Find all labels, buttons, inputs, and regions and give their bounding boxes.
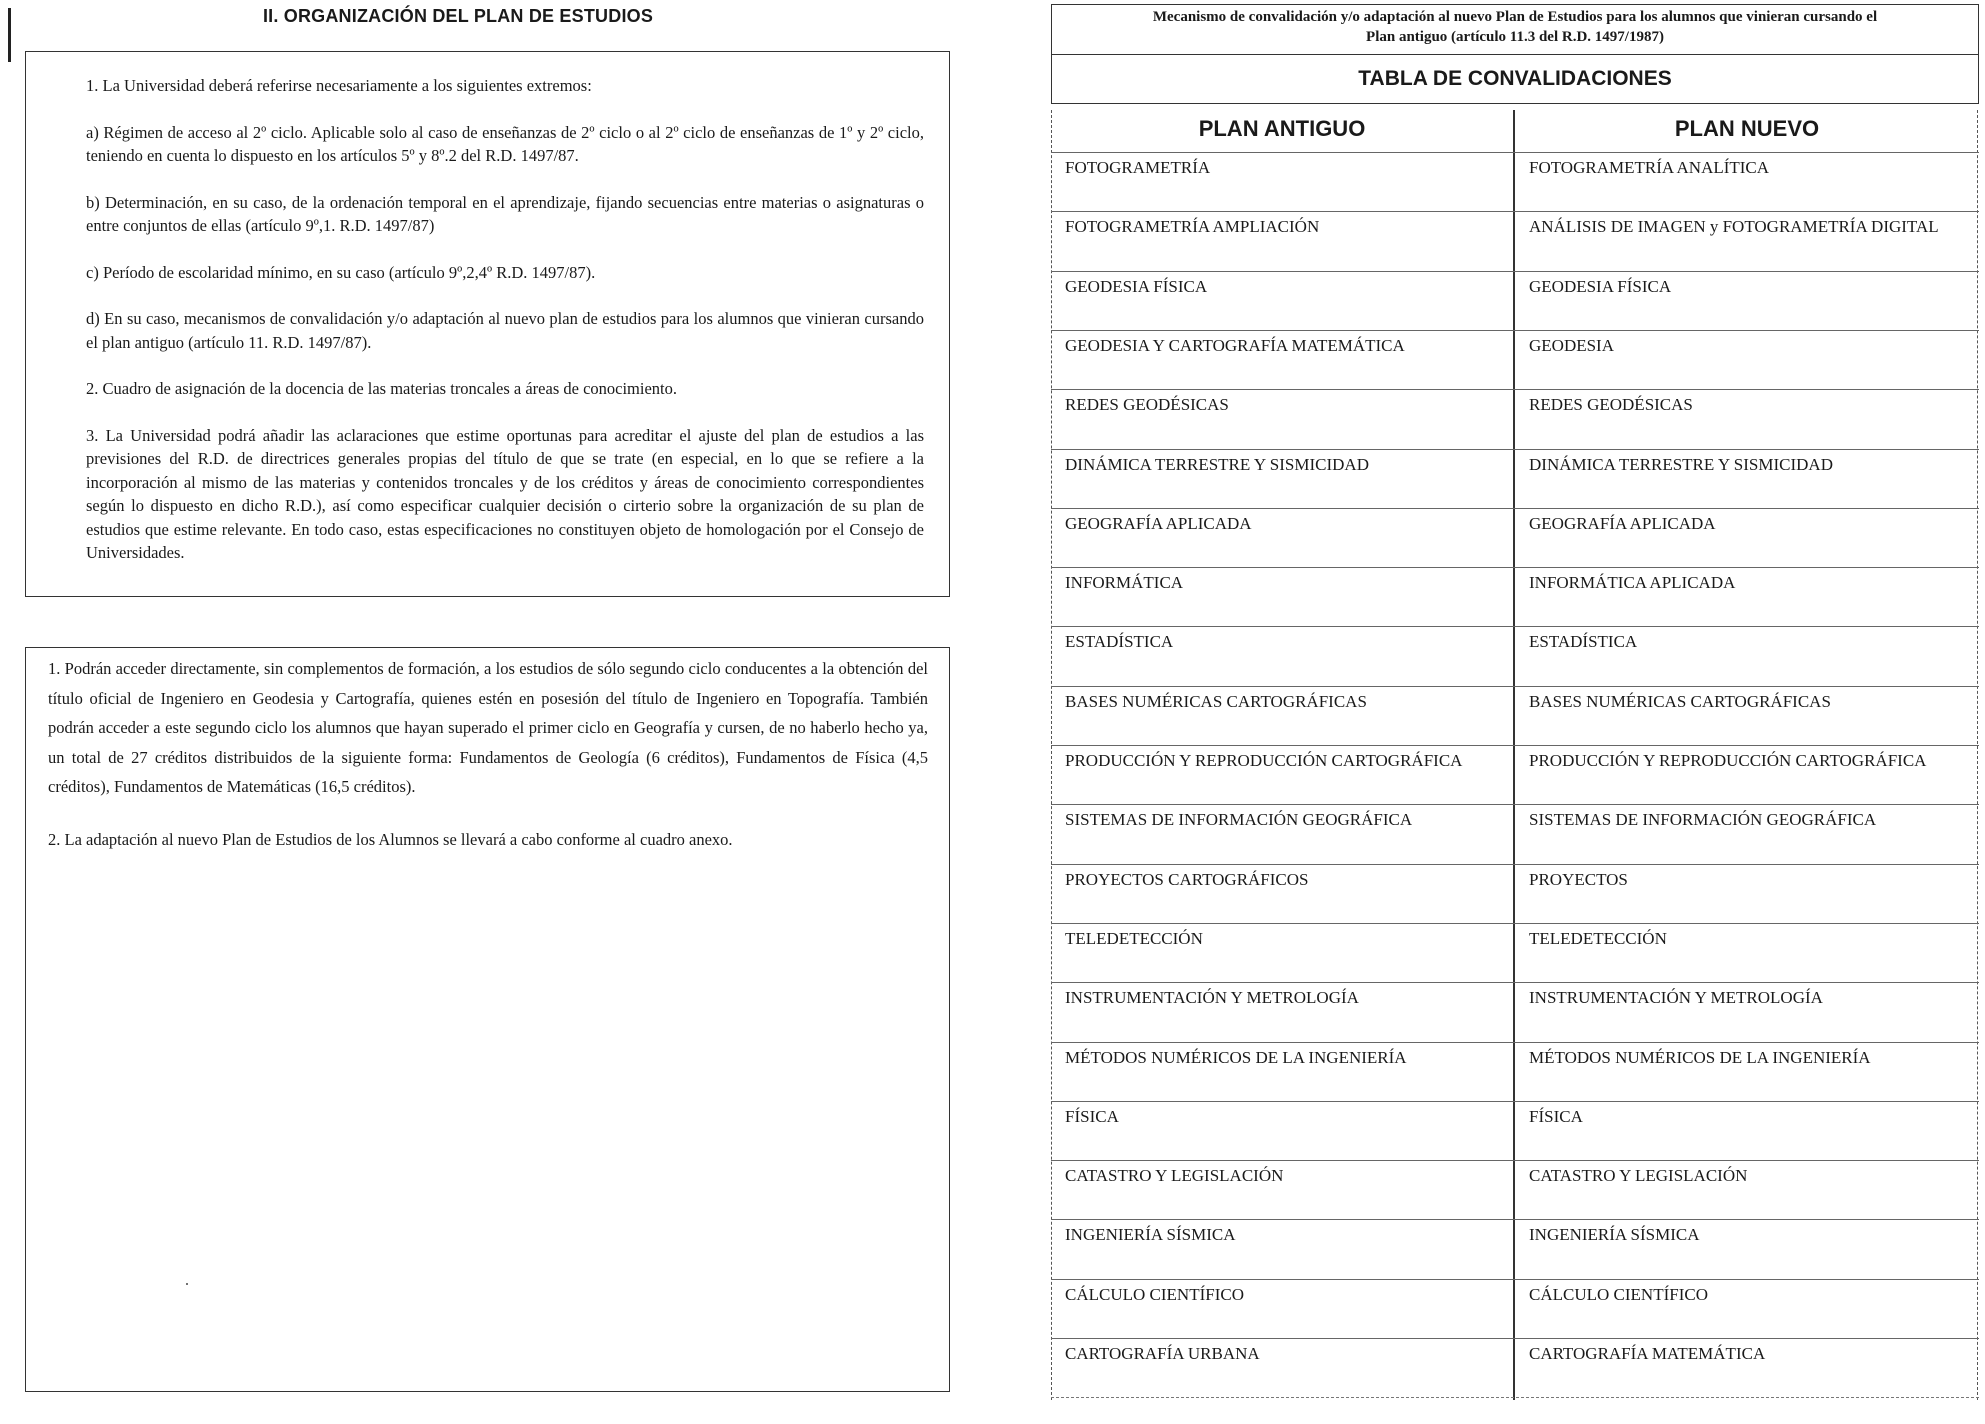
old-plan-subject: CARTOGRAFÍA URBANA (1065, 1344, 1260, 1363)
old-plan-subject: GEOGRAFÍA APLICADA (1065, 513, 1252, 533)
new-plan-subject: BASES NUMÉRICAS CARTOGRÁFICAS (1529, 691, 1831, 711)
instruction-paragraph: 3. La Universidad podrá añadir las aclaraciones que estime oportunas para acreditar el ajuste del plan de estudios a las previsiones del R.D. de directrices generales propias del título de que se trate (en especial, en lo que se refiere a la incorporación al mismo de las materias y contenidos troncales y de los créditos y áreas de conocimiento correspondientes según lo dispuesto en dicho R.D.), así como especificar cualquier decisión o cirterio sobre la organización de su plan de estudios que estime relevante. En todo caso, estas especificaciones no constituyen objeto de homologación por el Consejo de Universidades. (86, 425, 924, 562)
row-separator (1051, 508, 1979, 509)
table-row (1051, 745, 1979, 804)
old-plan-subject: FOTOGRAMETRÍA (1065, 158, 1211, 177)
table-row (1051, 1042, 1979, 1101)
table-row (1051, 982, 1979, 1041)
old-plan-subject: REDES GEODÉSICAS (1065, 395, 1229, 415)
new-plan-subject: TELEDETECCIÓN (1529, 928, 1667, 948)
old-plan-subject: FÍSICA (1065, 1106, 1119, 1126)
table-row (1051, 389, 1979, 448)
new-plan-subject: FOTOGRAMETRÍA ANALÍTICA (1529, 158, 1770, 177)
table-row (1051, 1160, 1979, 1219)
table-row (1051, 686, 1979, 745)
instruction-paragraph: 2. Cuadro de asignación de la docencia de las materias troncales a áreas de conocimiento. (86, 379, 678, 398)
new-plan-subject: ANÁLISIS DE IMAGEN y FOTOGRAMETRÍA DIGITAL (1529, 217, 1939, 237)
table-title: TABLA DE CONVALIDACIONES (1051, 54, 1979, 104)
table-row (1051, 152, 1979, 211)
new-plan-subject: REDES GEODÉSICAS (1529, 395, 1693, 415)
row-separator (1051, 152, 1979, 153)
old-plan-subject: MÉTODOS NUMÉRICOS DE LA INGENIERÍA (1065, 1047, 1407, 1067)
table-row (1051, 508, 1979, 567)
old-plan-subject: SISTEMAS DE INFORMACIÓN GEOGRÁFICA (1065, 810, 1413, 830)
row-separator (1051, 389, 1979, 390)
instruction-paragraph: c) Período de escolaridad mínimo, en su caso (artículo 9º,2,4º R.D. 1497/87). (86, 262, 596, 282)
instructions-box (25, 51, 950, 597)
table-bottom-border (1051, 1397, 1979, 1398)
old-plan-subject: INSTRUMENTACIÓN Y METROLOGÍA (1065, 988, 1359, 1008)
row-separator (1051, 626, 1979, 627)
row-separator (1051, 1219, 1979, 1220)
old-plan-subject: INFORMÁTICA (1065, 573, 1184, 593)
row-separator (1051, 1101, 1979, 1102)
row-separator (1051, 211, 1979, 212)
table-row (1051, 923, 1979, 982)
new-plan-subject: CATASTRO Y LEGISLACIÓN (1529, 1166, 1748, 1186)
convalidation-table (1051, 104, 1979, 1404)
row-separator (1051, 567, 1979, 568)
old-plan-subject: GEODESIA Y CARTOGRAFÍA MATEMÁTICA (1065, 335, 1405, 355)
new-plan-subject: GEOGRAFÍA APLICADA (1529, 513, 1716, 533)
row-separator (1051, 745, 1979, 746)
row-separator (1051, 1160, 1979, 1161)
old-plan-subject: PRODUCCIÓN Y REPRODUCCIÓN CARTOGRÁFICA (1065, 751, 1463, 770)
row-separator (1051, 449, 1979, 450)
instruction-paragraph: b) Determinación, en su caso, de la ordenación temporal en el aprendizaje, fijando secuencias entre materias o asignaturas o entre conjuntos de ellas (artículo 9º,1. R.D. 1497/87) (86, 192, 924, 235)
column-header-old-plan: PLAN ANTIGUO (1198, 116, 1366, 141)
convalidation-header (1051, 4, 1979, 54)
new-plan-subject: GEODESIA (1529, 335, 1614, 355)
table-row (1051, 1279, 1979, 1338)
header-line-1: Mecanismo de convalidación y/o adaptación al nuevo Plan de Estudios para los alumnos que vinieran cursando el (1152, 9, 1878, 25)
row-separator (1051, 982, 1979, 983)
new-plan-subject: PRODUCCIÓN Y REPRODUCCIÓN CARTOGRÁFICA (1529, 751, 1927, 770)
old-plan-subject: CATASTRO Y LEGISLACIÓN (1065, 1166, 1284, 1186)
column-header-new-plan: PLAN NUEVO (1674, 116, 1820, 141)
header-line-2: Plan antiguo (artículo 11.3 del R.D. 1497/1987) (1366, 29, 1664, 45)
new-plan-subject: INSTRUMENTACIÓN Y METROLOGÍA (1529, 988, 1823, 1008)
table-row (1051, 864, 1979, 923)
margin-mark (8, 8, 11, 62)
row-separator (1051, 1042, 1979, 1043)
new-plan-subject: SISTEMAS DE INFORMACIÓN GEOGRÁFICA (1529, 810, 1877, 830)
new-plan-subject: CARTOGRAFÍA MATEMÁTICA (1529, 1344, 1766, 1363)
instructions-text (86, 74, 924, 588)
row-separator (1051, 1279, 1979, 1280)
table-row (1051, 804, 1979, 863)
row-separator (1051, 686, 1979, 687)
old-plan-subject: BASES NUMÉRICAS CARTOGRÁFICAS (1065, 691, 1367, 711)
new-plan-subject: ESTADÍSTICA (1529, 632, 1638, 652)
row-separator (1051, 330, 1979, 331)
new-plan-subject: GEODESIA FÍSICA (1529, 276, 1672, 296)
row-separator (1051, 271, 1979, 272)
old-plan-subject: FOTOGRAMETRÍA AMPLIACIÓN (1065, 217, 1320, 237)
access-paragraph: 2. La adaptación al nuevo Plan de Estudios de los Alumnos se llevará a cabo conforme al cuadro anexo. (48, 829, 733, 849)
table-row (1051, 330, 1979, 389)
table-row (1051, 449, 1979, 508)
instruction-paragraph: d) En su caso, mecanismos de convalidación y/o adaptación al nuevo plan de estudios para los alumnos que vinieran cursando el plan antiguo (artículo 11. R.D. 1497/87). (86, 309, 924, 352)
new-plan-subject: PROYECTOS (1529, 869, 1628, 889)
table-row (1051, 567, 1979, 626)
old-plan-subject: ESTADÍSTICA (1065, 632, 1174, 652)
table-row (1051, 1338, 1979, 1397)
new-plan-subject: CÁLCULO CIENTÍFICO (1529, 1284, 1708, 1304)
instruction-paragraph: a) Régimen de acceso al 2º ciclo. Aplicable solo al caso de enseñanzas de 2º ciclo o al 2º ciclo de enseñanzas de 1º y 2º ciclo, teniendo en cuenta lo dispuesto en los artículos 5º y 8º.2 del R.D. 1497/87. (86, 122, 924, 165)
table-row (1051, 211, 1979, 270)
row-separator (1051, 864, 1979, 865)
table-row (1051, 626, 1979, 685)
section-heading: II. ORGANIZACIÓN DEL PLAN DE ESTUDIOS (262, 6, 654, 26)
row-separator (1051, 923, 1979, 924)
new-plan-subject: INFORMÁTICA APLICADA (1529, 573, 1736, 593)
row-separator (1051, 1338, 1979, 1339)
new-plan-subject: FÍSICA (1529, 1106, 1583, 1126)
old-plan-subject: GEODESIA FÍSICA (1065, 276, 1208, 296)
new-plan-subject: DINÁMICA TERRESTRE Y SISMICIDAD (1529, 454, 1833, 474)
access-regime-box (25, 647, 950, 1392)
access-regime-text (48, 654, 928, 877)
table-row (1051, 1101, 1979, 1160)
old-plan-subject: TELEDETECCIÓN (1065, 928, 1203, 948)
old-plan-subject: INGENIERÍA SÍSMICA (1065, 1225, 1236, 1245)
row-separator (1051, 804, 1979, 805)
access-paragraph: 1. Podrán acceder directamente, sin complementos de formación, a los estudios de sólo segundo ciclo conducentes a la obtención del título oficial de Ingeniero en Geodesia y Cartografía, quienes estén en posesión del título de Ingeniero en Topografía. También podrán acceder a este segundo ciclo los alumnos que hayan superado el primer ciclo en Geografía y cursen, de no haberlo hecho ya, un total de 27 créditos distribuidos de la siguiente forma: Fundamentos de Geología (6 créditos), Fundamentos de Física (4,5 créditos), Fundamentos de Matemáticas (16,5 créditos). (48, 659, 928, 796)
instruction-paragraph: 1. La Universidad deberá referirse necesariamente a los siguientes extremos: (86, 76, 592, 95)
new-plan-subject: INGENIERÍA SÍSMICA (1529, 1225, 1700, 1245)
old-plan-subject: CÁLCULO CIENTÍFICO (1065, 1284, 1244, 1304)
table-row (1051, 1219, 1979, 1278)
old-plan-subject: PROYECTOS CARTOGRÁFICOS (1065, 869, 1309, 889)
scan-speck (186, 1283, 188, 1285)
old-plan-subject: DINÁMICA TERRESTRE Y SISMICIDAD (1065, 454, 1369, 474)
new-plan-subject: MÉTODOS NUMÉRICOS DE LA INGENIERÍA (1529, 1047, 1871, 1067)
table-row (1051, 271, 1979, 330)
